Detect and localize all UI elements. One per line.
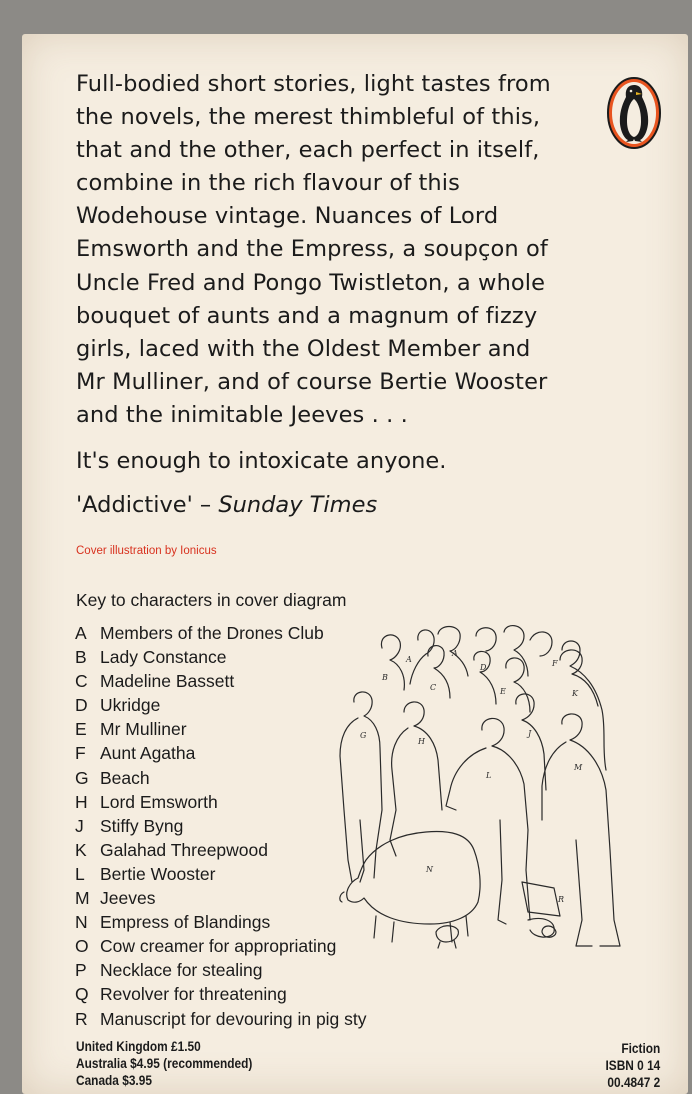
penguin-logo-icon bbox=[606, 76, 662, 150]
figure-outline bbox=[436, 926, 458, 942]
diagram-label: C bbox=[430, 683, 437, 692]
blurb-line: that and the other, each perfect in itself, bbox=[76, 137, 540, 164]
diagram-label: G bbox=[360, 731, 367, 740]
blurb bbox=[76, 68, 596, 432]
diagram-label: H bbox=[418, 737, 425, 746]
key-letter: L bbox=[75, 863, 85, 884]
key-name: Members of the Drones Club bbox=[100, 623, 324, 643]
figure-outline bbox=[482, 718, 530, 920]
diagram-label: N bbox=[426, 865, 433, 874]
figure-outline bbox=[374, 916, 468, 942]
key-item bbox=[75, 888, 367, 912]
key-name: Necklace for stealing bbox=[100, 960, 263, 981]
character-diagram bbox=[330, 620, 630, 950]
key-name: Aunt Agatha bbox=[100, 743, 196, 764]
diagram-label: E bbox=[500, 687, 506, 696]
key-name: Stiffy Byng bbox=[100, 815, 184, 836]
isbn-line: ISBN 0 14 bbox=[605, 1058, 660, 1073]
blurb-line: Mr Mulliner, and of course Bertie Wooster bbox=[76, 368, 548, 395]
figure-outline bbox=[340, 892, 344, 902]
diagram-label: M bbox=[574, 763, 583, 772]
figure-outline bbox=[354, 692, 382, 878]
key-letter: Q bbox=[75, 984, 89, 1005]
key-item bbox=[75, 912, 367, 936]
figure-outline bbox=[516, 694, 546, 790]
key-name: Cow creamer for appropriating bbox=[100, 936, 337, 957]
key-letter: O bbox=[75, 936, 89, 957]
key-name: Galahad Threepwood bbox=[100, 839, 268, 860]
key-name: Beach bbox=[100, 767, 150, 788]
blurb-line: Full-bodied short stories, light tastes from bbox=[76, 71, 551, 97]
figure-outline bbox=[576, 840, 592, 946]
blurb-line: and the inimitable Jeeves . . . bbox=[76, 401, 408, 428]
isbn-line: 00.4847 2 bbox=[607, 1075, 660, 1090]
figure-outline bbox=[340, 718, 358, 882]
key-item bbox=[75, 792, 367, 816]
key-item bbox=[75, 984, 367, 1008]
key-item bbox=[75, 671, 367, 695]
key-item bbox=[75, 840, 367, 864]
key-title: Key to characters in cover diagram bbox=[76, 590, 347, 610]
category-label: Fiction bbox=[621, 1041, 660, 1056]
key-name: Madeline Bassett bbox=[100, 671, 235, 692]
key-name: Lord Emsworth bbox=[100, 791, 218, 812]
figure-outline bbox=[360, 820, 364, 882]
quote-source: Sunday Times bbox=[218, 492, 378, 518]
price-line: Canada $3.95 bbox=[76, 1073, 152, 1088]
figure-outline bbox=[418, 630, 434, 654]
illustration-credit: Cover illustration by Ionicus bbox=[76, 545, 217, 557]
blurb-line: Emsworth and the Empress, a soupçon of bbox=[76, 236, 548, 263]
key-name: Lady Constance bbox=[100, 647, 227, 668]
tagline: It's enough to intoxicate anyone. bbox=[76, 448, 447, 474]
isbn-block bbox=[605, 1040, 660, 1091]
key-name: Empress of Blandings bbox=[100, 912, 271, 933]
key-name: Revolver for threatening bbox=[100, 984, 287, 1005]
diagram-label: B bbox=[382, 673, 388, 682]
key-item bbox=[75, 936, 367, 960]
key-name: Mr Mulliner bbox=[100, 719, 187, 740]
key-letter: F bbox=[75, 743, 86, 764]
key-letter: R bbox=[75, 1008, 88, 1029]
key-item bbox=[75, 816, 367, 840]
key-letter: G bbox=[75, 767, 89, 788]
key-letter: E bbox=[75, 719, 87, 740]
price-block bbox=[76, 1038, 252, 1089]
key-item bbox=[75, 1009, 367, 1033]
quote-text: 'Addictive' – bbox=[76, 492, 219, 518]
key-item bbox=[75, 864, 367, 888]
key-name: Ukridge bbox=[100, 695, 161, 716]
key-letter: H bbox=[75, 791, 88, 812]
price-line: United Kingdom £1.50 bbox=[76, 1039, 201, 1054]
key-item bbox=[75, 960, 367, 984]
key-letter: B bbox=[75, 647, 87, 668]
figure-outline bbox=[446, 748, 486, 810]
figure-outline bbox=[528, 919, 554, 938]
figure-outline bbox=[560, 650, 598, 706]
figure-outline bbox=[530, 632, 552, 656]
key-item bbox=[75, 623, 367, 647]
figure-outline bbox=[498, 820, 506, 924]
review-quote bbox=[76, 492, 377, 518]
figure-outline bbox=[410, 654, 426, 684]
key-item bbox=[75, 743, 367, 767]
key-name: Jeeves bbox=[100, 888, 156, 909]
key-letter: J bbox=[75, 815, 84, 836]
figure-outline bbox=[404, 702, 442, 810]
key-letter: C bbox=[75, 671, 88, 692]
diagram-label: D bbox=[480, 663, 487, 672]
diagram-label: R bbox=[558, 895, 565, 904]
key-item bbox=[75, 768, 367, 792]
key-letter: P bbox=[75, 960, 87, 981]
figure-outline bbox=[474, 651, 496, 704]
key-letter: M bbox=[75, 888, 90, 909]
blurb-line: bouquet of aunts and a magnum of fizzy bbox=[76, 302, 538, 329]
key-letter: D bbox=[75, 695, 88, 716]
diagram-label: K bbox=[572, 689, 578, 698]
key-letter: N bbox=[75, 912, 88, 933]
figure-outline bbox=[562, 641, 606, 770]
key-name: Bertie Wooster bbox=[100, 863, 216, 884]
price-line: Australia $4.95 (recommended) bbox=[76, 1056, 253, 1071]
key-item bbox=[75, 647, 367, 671]
diagram-label: L bbox=[486, 771, 492, 780]
key-item bbox=[75, 719, 367, 743]
blurb-line: girls, laced with the Oldest Member and bbox=[76, 335, 531, 362]
blurb-line: the novels, the merest thimbleful of this, bbox=[76, 104, 541, 131]
key-letter: A bbox=[75, 623, 87, 643]
blurb-line: Uncle Fred and Pongo Twistleton, a whole bbox=[76, 269, 546, 296]
blurb-line: Wodehouse vintage. Nuances of Lord bbox=[76, 203, 499, 230]
diagram-label: J bbox=[528, 729, 532, 738]
figure-outline bbox=[562, 714, 620, 946]
diagram-label: A bbox=[452, 649, 458, 658]
key-name: Manuscript for devouring in pig sty bbox=[100, 1008, 367, 1029]
diagram-label: A bbox=[406, 655, 412, 664]
figure-outline bbox=[347, 832, 480, 924]
figure-outline bbox=[476, 628, 496, 651]
key-letter: K bbox=[75, 839, 87, 860]
key-item bbox=[75, 695, 367, 719]
diagram-label: F bbox=[552, 659, 558, 668]
character-key-list bbox=[75, 623, 367, 1033]
blurb-line: combine in the rich flavour of this bbox=[76, 170, 460, 197]
